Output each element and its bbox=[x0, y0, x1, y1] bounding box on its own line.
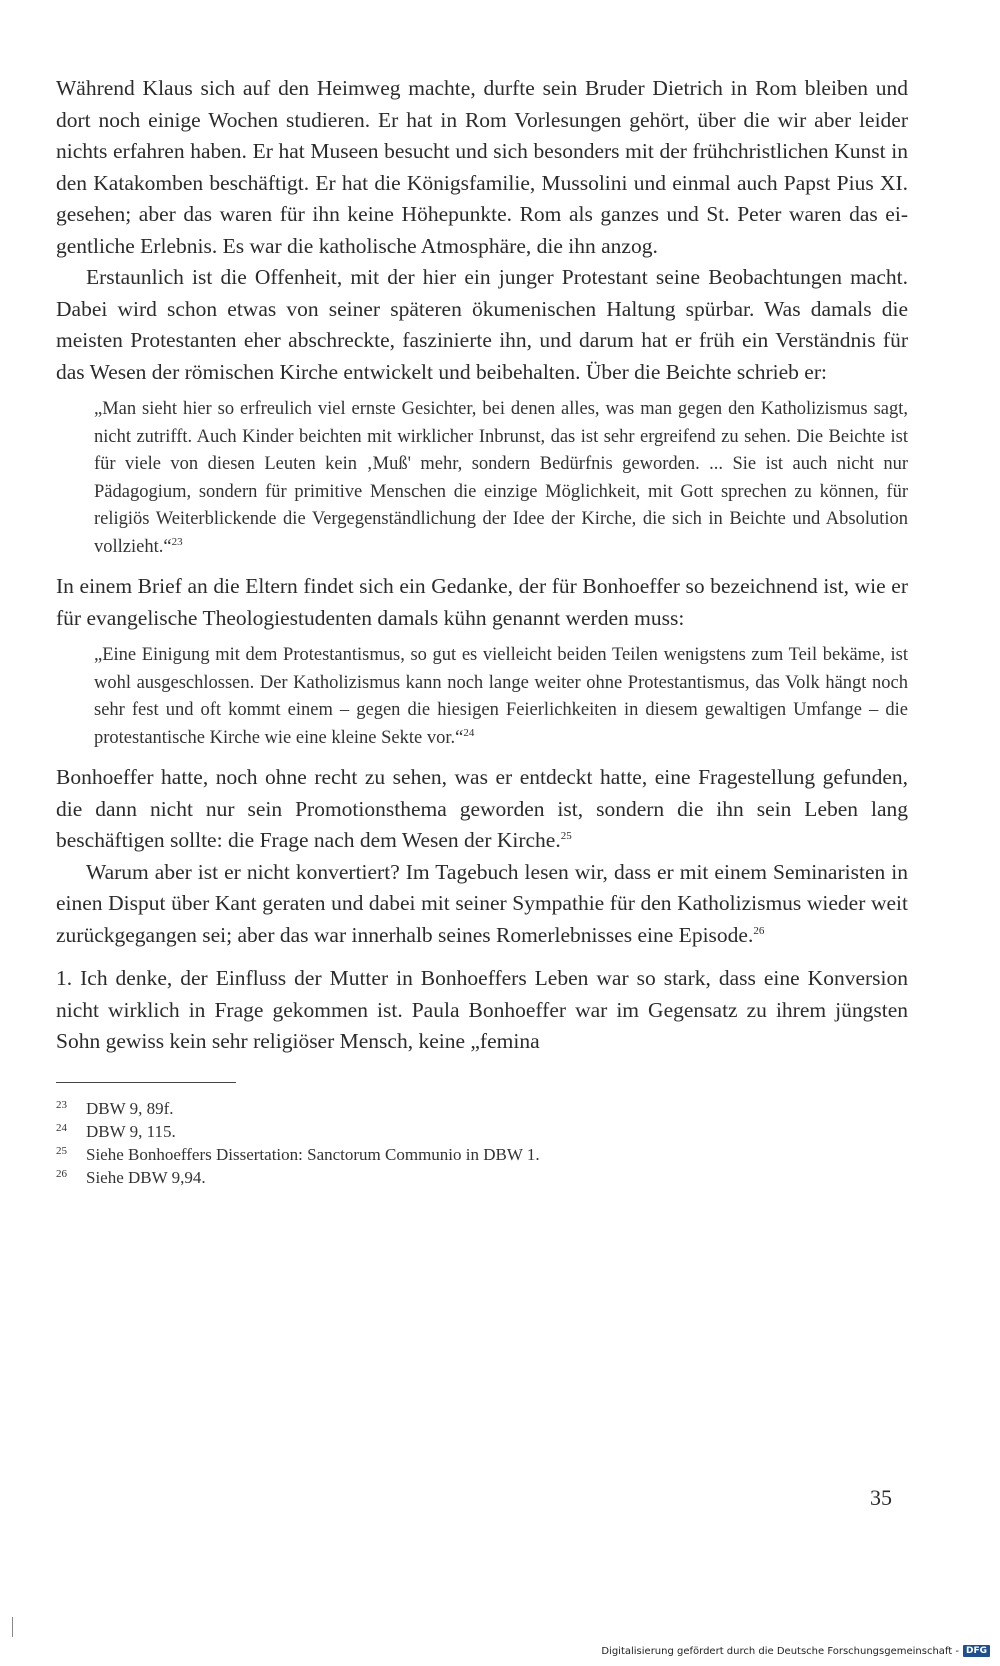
paragraph-5-text: Warum aber ist er nicht konvertiert? Im Tagebuch lesen wir, dass er mit einem Seminaristen in einen Disput über Kant geraten und dabei mit seiner Sympathie für den Katholizismus wieder weit zurückgegangen sei; aber das war innerhalb seines Romerlebnisses eine Episode. bbox=[56, 859, 908, 947]
page-body bbox=[56, 73, 908, 1189]
quote-confession bbox=[94, 396, 908, 561]
page-number: 35 bbox=[870, 1485, 892, 1510]
footnote-number: 26 bbox=[56, 1167, 67, 1180]
dfg-logo-icon: DFG bbox=[963, 1645, 990, 1657]
paragraph-4-text: Bonhoeffer hatte, noch ohne recht zu sehen, was er entdeckt hatte, eine Fragestellung gefunden, die dann nicht nur sein Promotionsthema geworden ist, sondern die ihn sein Leben lang beschäftigen sollte: die Frage nach dem Wesen der Kirche. bbox=[56, 765, 908, 852]
footnote-ref-23[interactable]: 23 bbox=[171, 535, 183, 548]
footnote-number: 23 bbox=[56, 1098, 67, 1111]
paragraph-1: Während Klaus sich auf den Heimweg machte, durfte sein Bruder Dietrich in Rom bleiben und dort noch einige Wochen studieren. Er hat in Rom Vorlesungen gehört, über die wir aber leider nichts erfahren haben. Er hat Museen besucht und sich besonders mit der frühchristlichen Kunst in den Katakomben beschäftigt. Er hat die Königsfamilie, Mussolini und einmal auch Papst Pius XI. gesehen; aber das waren für ihn keine Höhepunkte. Rom als ganzes und St. Peter waren das eigentliche Erlebnis. Es war die katholische Atmosphäre, die ihn anzog. bbox=[56, 76, 908, 258]
footnote-number: 24 bbox=[56, 1121, 67, 1134]
quote-letter bbox=[94, 642, 908, 752]
footnote-ref-24[interactable]: 24 bbox=[463, 726, 475, 739]
credit-text: Digitalisierung gefördert durch die Deutsche Forschungsgemeinschaft - bbox=[601, 1645, 959, 1657]
digitization-credit bbox=[601, 1645, 990, 1657]
footnote-ref-26[interactable]: 26 bbox=[753, 924, 765, 937]
paragraph-4 bbox=[56, 762, 908, 857]
footnote-23 bbox=[56, 1097, 908, 1120]
footnote-25 bbox=[56, 1143, 908, 1166]
paragraph-5 bbox=[56, 857, 908, 952]
quote-letter-text: „Eine Einigung mit dem Protestantismus, so gut es vielleicht beiden Teilen wenigstens zum Teil bekäme, ist wohl ausgeschlossen. Der Katholizismus kann noch lange weiter ohne Protestantismus, das Volk hängt noch sehr fest und oft kommt einem – gegen die hiesigen Feierlichkeiten in diesem gewaltigen Umfange – die protestantische Kirche wie eine kleine Sekte vor.“ bbox=[94, 645, 908, 748]
paragraph-2: Erstaunlich ist die Offenheit, mit der hier ein junger Protestant seine Beobachtungen macht. Dabei wird schon etwas von seiner späteren ökumenischen Haltung spürbar. Was damals die meisten Protestanten eher abschreckte, faszinierte ihn, und darum hat er früh ein Verständnis für das Wesen der römischen Kirche entwickelt und beibehalten. Über die Beichte schrieb er: bbox=[56, 265, 908, 384]
footnotes bbox=[56, 1097, 908, 1189]
footnote-divider bbox=[56, 1082, 236, 1083]
footnote-24 bbox=[56, 1120, 908, 1143]
footnote-number: 25 bbox=[56, 1144, 67, 1157]
quote-confession-text: „Man sieht hier so erfreulich viel ernste Gesichter, bei denen alles, was man gegen den Katholizismus sagt, nicht zutrifft. Auch Kinder beichten mit wirklicher Inbrunst, das ist sehr ergreifend zu sehen. Die Beichte ist für viele von diesen Leuten kein ‚Muß' mehr, sondern Bedürfnis geworden. ... Sie ist auch nicht nur Pädagogium, sondern für primitive Menschen die einzige Möglichkeit, mit Gott sprechen zu können, für religiös Weiterblickende die Vergegenständlichung der Idee der Kirche, die sich in Beichte und Absolution vollzieht.“ bbox=[94, 399, 908, 557]
footnote-ref-25[interactable]: 25 bbox=[560, 829, 572, 842]
footnote-text: Siehe DBW 9,94. bbox=[86, 1167, 206, 1187]
footnote-text: DBW 9, 115. bbox=[86, 1121, 176, 1141]
footnote-26 bbox=[56, 1166, 908, 1189]
scan-edge-mark bbox=[12, 1617, 13, 1637]
footnote-text: Siehe Bonhoeffers Dissertation: Sanctorum Communio in DBW 1. bbox=[86, 1144, 540, 1164]
paragraph-6: 1. Ich denke, der Einfluss der Mutter in Bonhoeffers Leben war so stark, dass eine Konversion nicht wirklich in Frage gekommen ist. Paula Bonhoeffer war im Gegensatz zu ihrem jüngsten Sohn gewiss kein sehr religiöser Mensch, keine „femina bbox=[56, 966, 908, 1053]
paragraph-3: In einem Brief an die Eltern findet sich ein Gedanke, der für Bonhoeffer so bezeichnend ist, wie er für evangelische Theologiestudenten damals kühn genannt werden muss: bbox=[56, 574, 908, 630]
footnote-text: DBW 9, 89f. bbox=[86, 1098, 174, 1118]
